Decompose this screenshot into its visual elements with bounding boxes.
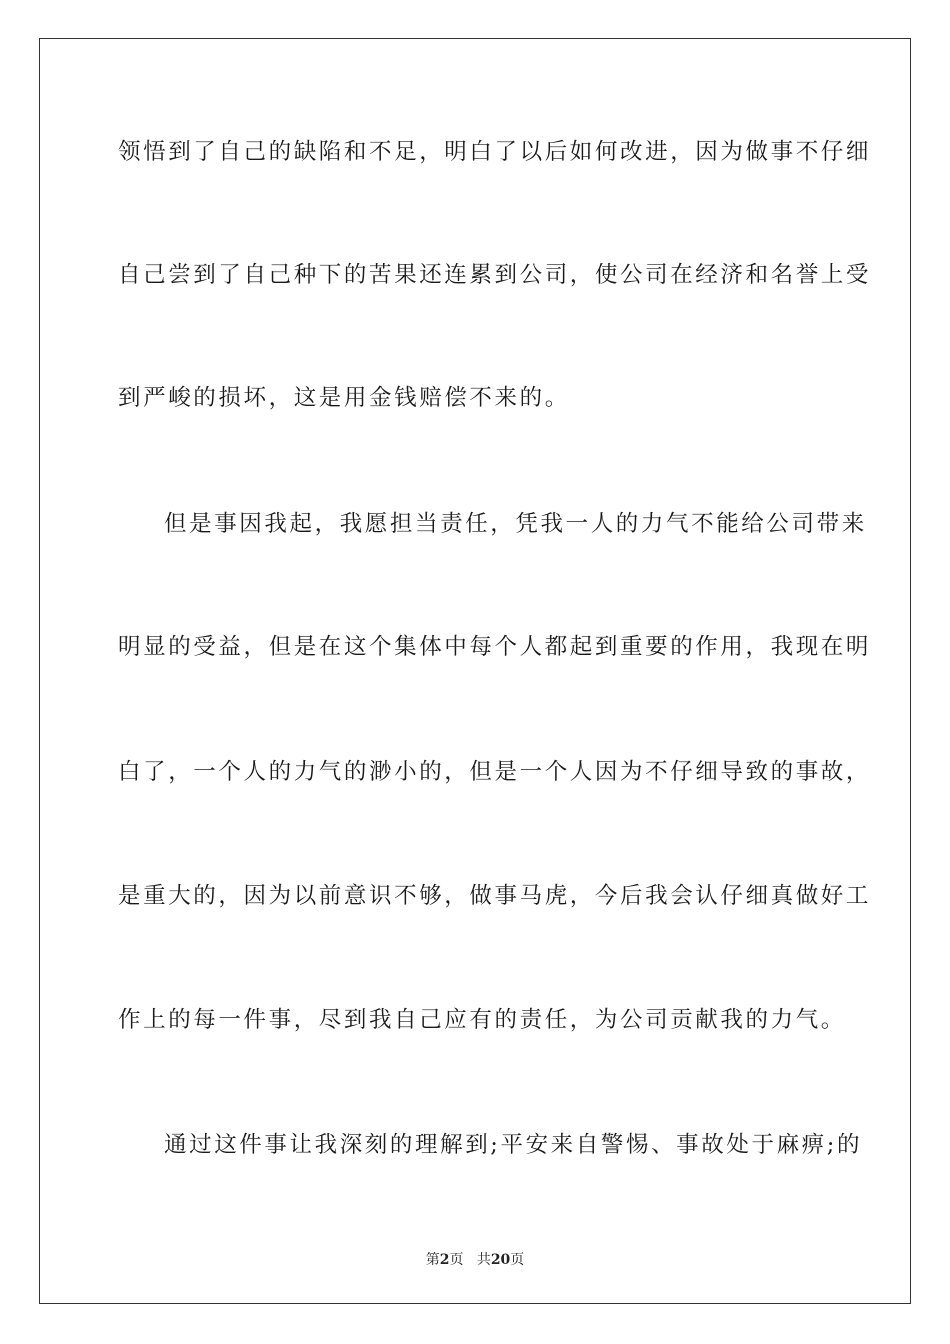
text-line-9: 通过这件事让我深刻的理解到;平安来自警惕、事故处于麻痹;的 [164, 1132, 863, 1158]
footer-total-pages: 20 [490, 1252, 511, 1268]
text-line-4: 但是事因我起，我愿担当责任，凭我一人的力气不能给公司带来 [164, 511, 867, 537]
text-line-5: 明显的受益，但是在这个集体中每个人都起到重要的作用，我现在明 [118, 634, 872, 660]
footer-total-suffix: 页 [510, 1252, 525, 1268]
footer-total-prefix: 共 [476, 1252, 491, 1268]
footer-page-suffix: 页 [449, 1252, 464, 1268]
text-line-8: 作上的每一件事，尽到我自己应有的责任，为公司贡献我的力气。 [118, 1007, 846, 1033]
text-line-7: 是重大的，因为以前意识不够，做事马虎，今后我会认仔细真做好工 [118, 883, 872, 909]
text-line-3: 到严峻的损坏，这是用金钱赔偿不来的。 [118, 385, 570, 411]
text-line-2: 自己尝到了自己种下的苦果还连累到公司，使公司在经济和名誉上受 [118, 262, 872, 288]
text-line-6: 白了，一个人的力气的渺小的，但是一个人因为不仔细导致的事故， [118, 759, 872, 785]
page-border [39, 38, 911, 1304]
page-footer [0, 1249, 950, 1269]
footer-page-number: 2 [439, 1252, 450, 1268]
text-line-1: 领悟到了自己的缺陷和不足，明白了以后如何改进，因为做事不仔细 [118, 139, 872, 165]
footer-page-prefix: 第 [425, 1252, 440, 1268]
